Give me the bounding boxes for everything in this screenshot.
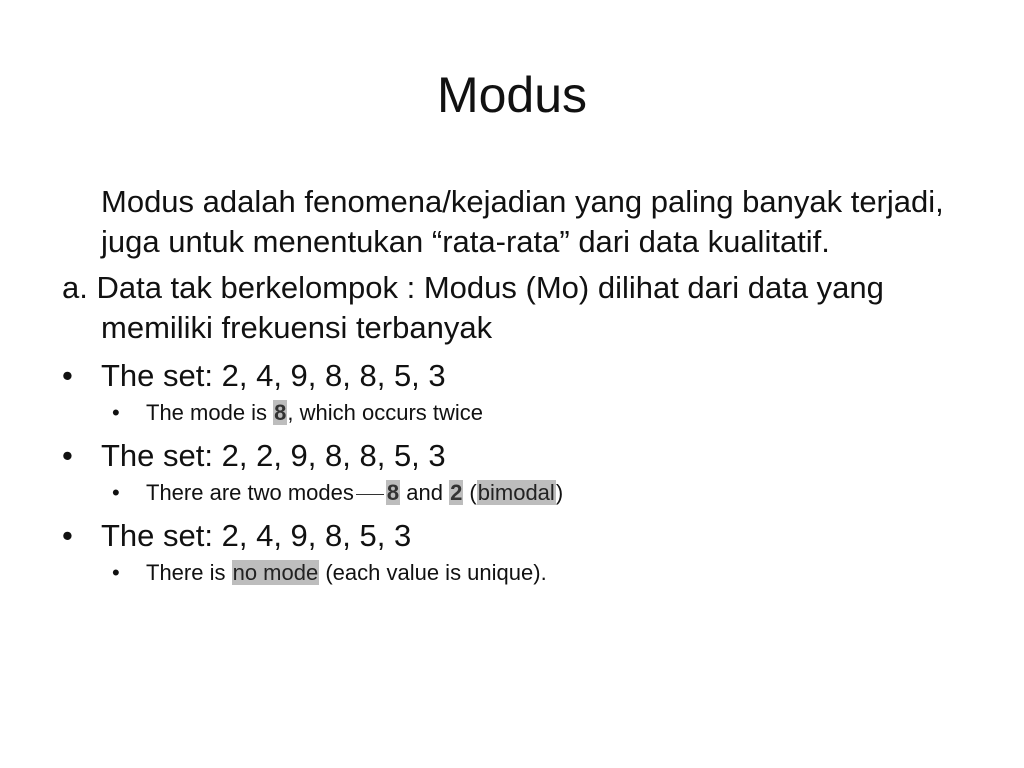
example-set-2: [62, 436, 962, 476]
slide-body: [62, 182, 962, 588]
and-text: and: [400, 480, 450, 505]
close-paren: ): [555, 480, 564, 505]
note-3-suffix: (each value is unique).: [319, 560, 547, 585]
bullet-icon: •: [112, 400, 120, 425]
open-paren: (: [463, 480, 477, 505]
no-mode-highlight: no mode: [232, 560, 319, 585]
example-set-1-text: The set: 2, 4, 9, 8, 8, 5, 3: [101, 358, 446, 393]
example-set-3: [62, 516, 962, 556]
mode-value-highlight: 8: [274, 400, 287, 425]
example-set-3-text: The set: 2, 4, 9, 8, 5, 3: [101, 518, 412, 553]
bullet-icon: •: [112, 480, 120, 505]
bullet-icon: •: [62, 518, 73, 553]
slide-title: Modus: [436, 67, 588, 123]
mode-value-highlight: 2: [450, 480, 463, 505]
bullet-icon: •: [62, 358, 73, 393]
note-1-prefix: The mode is: [146, 400, 274, 425]
bullet-icon: •: [62, 438, 73, 473]
bimodal-highlight: bimodal: [477, 480, 555, 505]
example-set-1: [62, 356, 962, 396]
point-a-paragraph: a. Data tak berkelompok : Modus (Mo) dilihat dari data yang memiliki frekuensi terbanyak: [62, 270, 884, 345]
note-3-prefix: There is: [146, 560, 232, 585]
mode-value-highlight: 8: [386, 480, 400, 505]
bullet-icon: •: [112, 560, 120, 585]
example-set-2-text: The set: 2, 2, 9, 8, 8, 5, 3: [101, 438, 446, 473]
note-1-suffix: , which occurs twice: [287, 400, 484, 425]
intro-paragraph: Modus adalah fenomena/kejadian yang paling banyak terjadi, juga untuk menentukan “rata-rata” dari data kualitatif.: [101, 184, 944, 259]
example-note-1: [62, 398, 962, 428]
em-dash: [356, 494, 384, 495]
note-2-prefix: There are two modes: [146, 480, 354, 505]
example-note-2: [62, 478, 962, 508]
example-note-3: [62, 558, 962, 588]
